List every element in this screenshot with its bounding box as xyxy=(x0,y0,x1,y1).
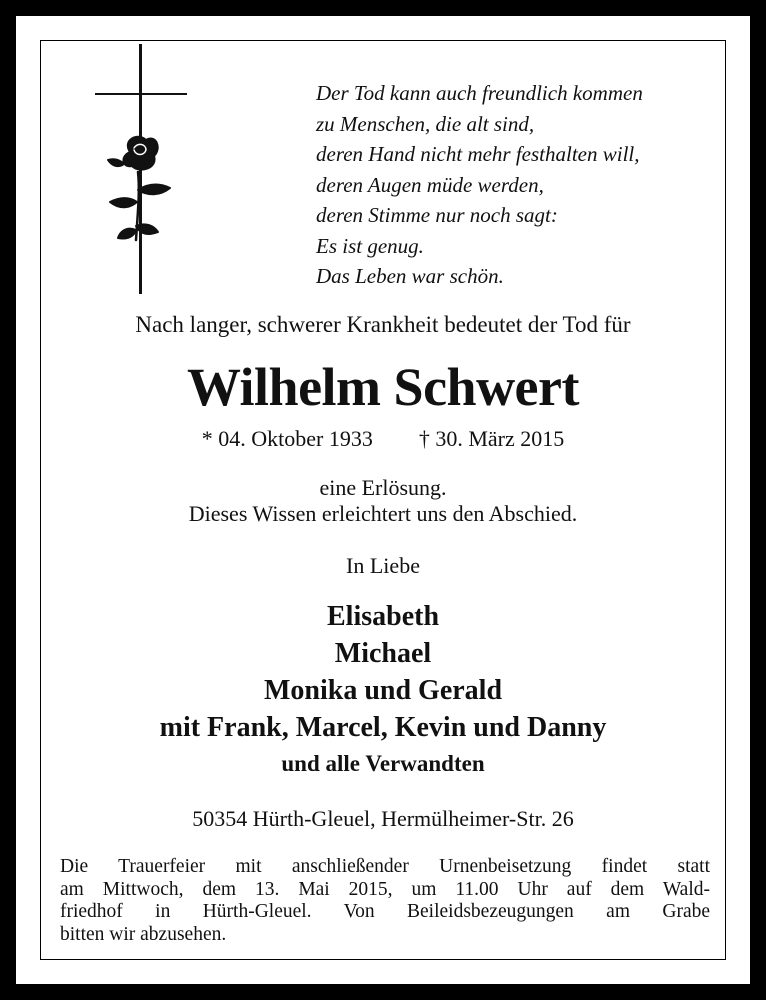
family-member: Monika und Gerald xyxy=(263,675,503,706)
family-member: Elisabeth xyxy=(326,601,440,632)
relief-line: eine Erlösung. xyxy=(319,475,447,500)
deceased-name: Wilhelm Schwert xyxy=(187,357,579,417)
poem xyxy=(316,78,726,292)
life-dates xyxy=(0,426,766,452)
poem-line: Der Tod kann auch freundlich kommen xyxy=(316,81,643,105)
family-member: mit Frank, Marcel, Kevin und Danny xyxy=(159,712,607,743)
rose-icon xyxy=(100,130,180,270)
poem-line: deren Augen müde werden, xyxy=(316,172,544,197)
address: 50354 Hürth-Gleuel, Hermülheimer-Str. 26 xyxy=(192,806,574,831)
funeral-note-line: friedhof in Hürth-Gleuel. Von Beileidsbezeugungen am Grabe xyxy=(60,901,710,922)
poem-line: Das Leben war schön. xyxy=(316,264,504,288)
relatives: und alle Verwandten xyxy=(281,751,485,776)
death-date: † 30. März 2015 xyxy=(418,426,565,451)
relief-line: Dieses Wissen erleichtert uns den Abschied. xyxy=(188,501,578,526)
family-names xyxy=(0,598,766,782)
poem-line: zu Menschen, die alt sind, xyxy=(316,111,535,136)
funeral-note-line: bitten wir abzusehen. xyxy=(60,923,227,945)
poem-line: deren Stimme nur noch sagt: xyxy=(316,203,558,227)
birth-date: * 04. Oktober 1933 xyxy=(201,426,373,451)
relief-text xyxy=(0,475,766,527)
intro-text: Nach langer, schwerer Krankheit bedeutet der Tod für xyxy=(135,312,631,337)
funeral-note-line: am Mittwoch, dem 13. Mai 2015, um 11.00 Uhr auf dem Wald- xyxy=(60,878,710,900)
cross-icon-bar xyxy=(95,93,187,95)
family-member: Michael xyxy=(334,638,432,669)
poem-line: deren Hand nicht mehr festhalten will, xyxy=(316,142,640,166)
in-liebe: In Liebe xyxy=(346,553,420,578)
funeral-note xyxy=(60,856,710,946)
poem-line: Es ist genug. xyxy=(316,233,424,258)
funeral-note-line: Die Trauerfeier mit anschließender Urnenbeisetzung findet statt xyxy=(60,856,710,877)
